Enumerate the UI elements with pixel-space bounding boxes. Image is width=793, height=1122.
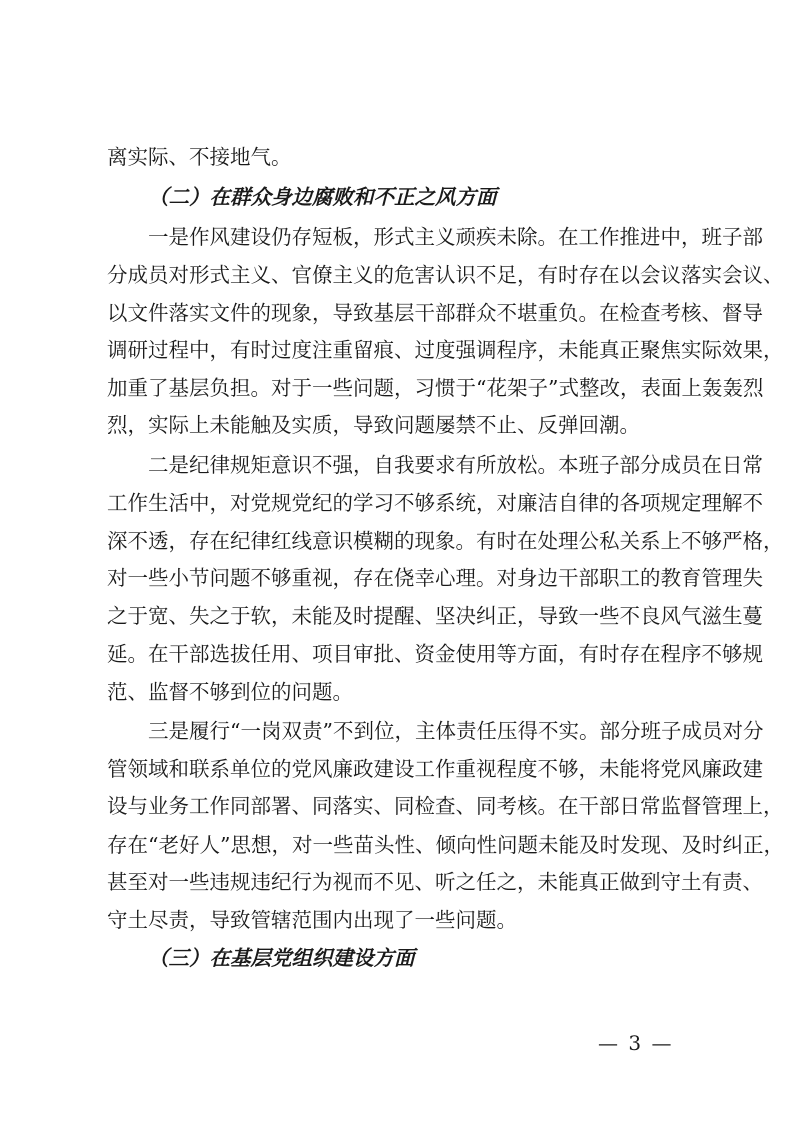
paragraph-line: 守土尽责，导致管辖范围内出现了一些问题。 bbox=[107, 908, 517, 932]
paragraph-line: 分成员对形式主义、官僚主义的危害认识不足，有时存在以会议落实会议、 bbox=[107, 263, 784, 287]
paragraph-line: 以文件落实文件的现象，导致基层干部群众不堪重负。在检查考核、督导 bbox=[107, 301, 763, 325]
page-number: — 3 — bbox=[598, 1031, 674, 1055]
paragraph-line: 加重了基层负担。对于一些问题，习惯于“花架子”式整改，表面上轰轰烈 bbox=[107, 376, 764, 400]
paragraph-line: 范、监督不够到位的问题。 bbox=[107, 680, 353, 704]
section-heading: （三）在基层党组织建设方面 bbox=[148, 946, 415, 970]
paragraph-line: 离实际、不接地气。 bbox=[107, 145, 292, 169]
paragraph-line: 三是履行“一岗双责”不到位，主体责任压得不实。部分班子成员对分 bbox=[148, 719, 764, 743]
paragraph-line: 烈，实际上未能触及实质，导致问题屡禁不止、反弹回潮。 bbox=[107, 413, 640, 437]
paragraph-line: 一是作风建设仍存短板，形式主义顽疾未除。在工作推进中，班子部 bbox=[148, 225, 763, 249]
paragraph-line: 存在“老好人”思想，对一些苗头性、倾向性问题未能及时发现、及时纠正， bbox=[107, 833, 784, 857]
paragraph-line: 深不透，存在纪律红线意识模糊的现象。有时在处理公私关系上不够严格， bbox=[107, 529, 784, 553]
paragraph-line: 二是纪律规矩意识不强，自我要求有所放松。本班子部分成员在日常 bbox=[148, 453, 763, 477]
section-heading: （二）在群众身边腐败和不正之风方面 bbox=[148, 185, 497, 209]
paragraph-line: 管领域和联系单位的党风廉政建设工作重视程度不够，未能将党风廉政建 bbox=[107, 757, 763, 781]
paragraph-line: 工作生活中，对党规党纪的学习不够系统，对廉洁自律的各项规定理解不 bbox=[107, 491, 763, 515]
paragraph-line: 甚至对一些违规违纪行为视而不见、听之任之，未能真正做到守土有责、 bbox=[107, 870, 763, 894]
paragraph-line: 设与业务工作同部署、同落实、同检查、同考核。在干部日常监督管理上， bbox=[107, 794, 784, 818]
paragraph-line: 延。在干部选拔任用、项目审批、资金使用等方面，有时存在程序不够规 bbox=[107, 642, 763, 666]
paragraph-line: 调研过程中，有时过度注重留痕、过度强调程序，未能真正聚焦实际效果， bbox=[107, 338, 784, 362]
paragraph-line: 之于宽、失之于软，未能及时提醒、坚决纠正，导致一些不良风气滋生蔓 bbox=[107, 604, 763, 628]
paragraph-line: 对一些小节问题不够重视，存在侥幸心理。对身边干部职工的教育管理失 bbox=[107, 566, 763, 590]
